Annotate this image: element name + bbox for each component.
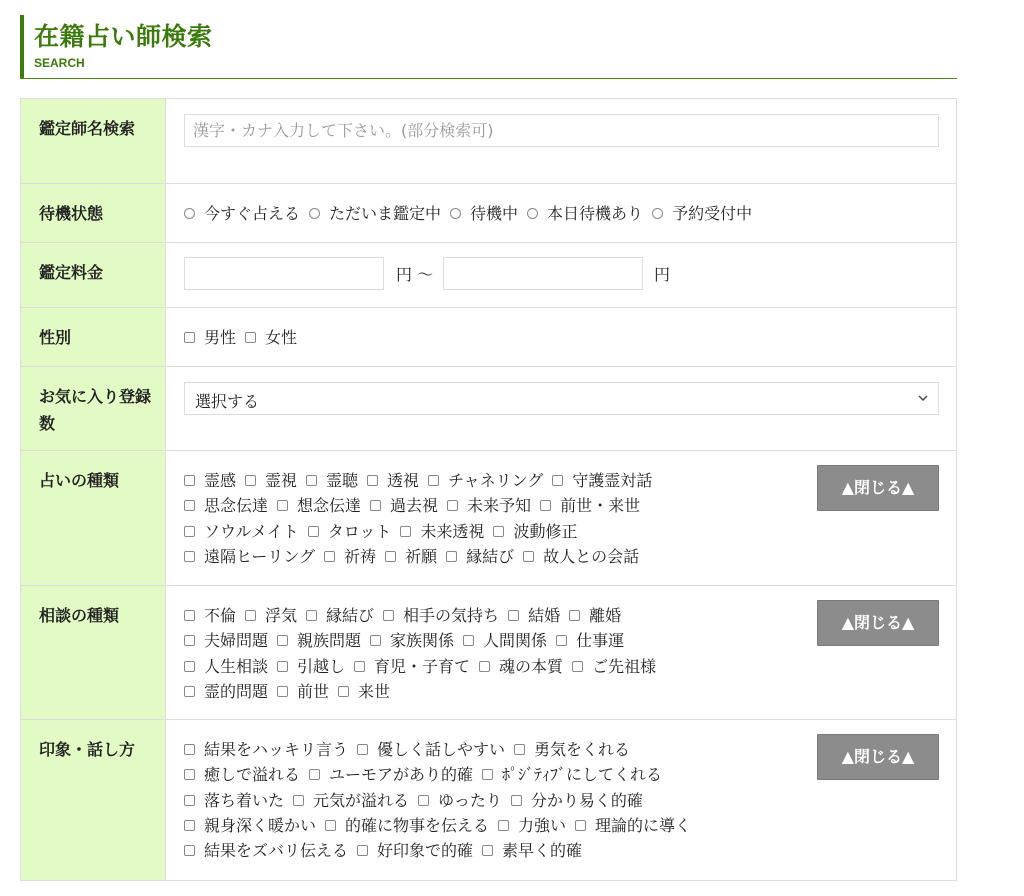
checkbox-icon[interactable] xyxy=(306,475,317,486)
fortune-type-option[interactable] xyxy=(385,544,437,569)
checkbox-icon[interactable] xyxy=(277,635,288,646)
fortune-types-close-button[interactable]: ▲閉じる▲ xyxy=(817,465,939,511)
fortune-type-option[interactable] xyxy=(184,519,299,544)
checkbox-icon[interactable] xyxy=(370,500,381,511)
option-label: 守護霊対話 xyxy=(572,471,653,490)
gender-option[interactable] xyxy=(245,325,297,350)
option-label: 来世 xyxy=(358,681,391,701)
option-label: 親身深く暖かい xyxy=(204,815,317,835)
impression-line xyxy=(184,813,700,838)
favorites-select[interactable] xyxy=(184,382,939,415)
label-favorites: お気に入り登録数 xyxy=(21,367,166,450)
option-label: 相手の気持ち xyxy=(403,606,500,625)
impression-option[interactable] xyxy=(511,788,643,813)
checkbox-icon[interactable] xyxy=(400,526,411,537)
consult-type-option[interactable] xyxy=(370,628,454,653)
checkbox-icon[interactable] xyxy=(482,769,493,780)
checkbox-icon[interactable] xyxy=(552,475,563,486)
impression-option[interactable] xyxy=(325,813,489,838)
consult-type-option[interactable] xyxy=(463,628,547,653)
fortune-type-option[interactable] xyxy=(400,519,484,544)
checkbox-icon[interactable] xyxy=(184,500,195,511)
impression-options xyxy=(184,737,700,863)
fortune-type-option[interactable] xyxy=(367,468,419,493)
checkbox-icon[interactable] xyxy=(569,610,580,621)
consult-type-option[interactable] xyxy=(354,654,470,679)
consult-type-option[interactable] xyxy=(338,679,390,704)
impression-option[interactable] xyxy=(575,813,691,838)
option-label: ユーモアがあり的確 xyxy=(329,765,474,785)
fortune-type-option[interactable] xyxy=(184,493,268,518)
checkbox-icon[interactable] xyxy=(308,526,319,537)
checkbox-icon[interactable] xyxy=(540,500,551,511)
radio-icon[interactable] xyxy=(184,208,195,219)
checkbox-icon[interactable] xyxy=(184,635,195,646)
fortune-type-option[interactable] xyxy=(370,493,438,518)
option-label: 故人との会話 xyxy=(543,546,640,566)
option-label: 霊感 xyxy=(204,471,237,490)
fee-min-input[interactable] xyxy=(184,257,384,290)
checkbox-icon[interactable] xyxy=(309,769,320,780)
checkbox-icon[interactable] xyxy=(277,661,288,672)
option-label: 未来予知 xyxy=(467,496,532,516)
option-label: 不倫 xyxy=(204,606,237,625)
search-form xyxy=(20,98,957,881)
consult-type-option[interactable] xyxy=(383,603,499,628)
checkbox-icon[interactable] xyxy=(354,661,365,672)
checkbox-icon[interactable] xyxy=(447,500,458,511)
option-label: 前世 xyxy=(297,681,330,701)
option-label: 波動修正 xyxy=(513,521,578,541)
checkbox-icon[interactable] xyxy=(556,635,567,646)
gender-option[interactable] xyxy=(184,325,236,350)
option-label: 理論的に導く xyxy=(595,815,692,835)
radio-icon[interactable] xyxy=(527,208,538,219)
option-label: 祈願 xyxy=(405,546,438,566)
checkbox-icon[interactable] xyxy=(428,475,439,486)
fortune-type-option[interactable] xyxy=(184,544,315,569)
checkbox-icon[interactable] xyxy=(277,500,288,511)
option-label: 家族関係 xyxy=(390,631,455,651)
fortune-type-option[interactable] xyxy=(308,519,392,544)
row-impression xyxy=(21,720,956,880)
consult-types-close-button[interactable]: ▲閉じる▲ xyxy=(817,600,939,646)
checkbox-icon[interactable] xyxy=(418,795,429,806)
consult-type-option[interactable] xyxy=(479,654,563,679)
option-label: 思念伝達 xyxy=(204,496,269,516)
fortune-type-options xyxy=(184,468,661,569)
consult-type-line xyxy=(184,628,665,653)
option-label: 縁結び xyxy=(326,606,375,625)
option-label: 予約受付中 xyxy=(672,204,753,223)
radio-icon[interactable] xyxy=(652,208,663,219)
checkbox-icon[interactable] xyxy=(325,820,336,831)
checkbox-icon[interactable] xyxy=(306,610,317,621)
row-fortune-types xyxy=(21,451,956,586)
impression-close-button[interactable]: ▲閉じる▲ xyxy=(817,734,939,780)
checkbox-icon[interactable] xyxy=(293,795,304,806)
consult-type-option[interactable] xyxy=(277,654,345,679)
impression-line xyxy=(184,788,700,813)
row-fee xyxy=(21,243,956,308)
checkbox-icon[interactable] xyxy=(184,795,195,806)
heading-accent-bar xyxy=(20,15,24,78)
fortune-type-line xyxy=(184,544,661,569)
checkbox-icon[interactable] xyxy=(184,475,195,486)
option-label: ただいま鑑定中 xyxy=(329,204,442,223)
option-label: 元気が溢れる xyxy=(313,790,410,810)
checkbox-icon[interactable] xyxy=(324,551,335,562)
checkbox-icon[interactable] xyxy=(277,686,288,697)
option-label: 結果をズバリ伝える xyxy=(204,841,349,861)
checkbox-icon[interactable] xyxy=(479,661,490,672)
checkbox-icon[interactable] xyxy=(245,332,256,343)
impression-option[interactable] xyxy=(184,838,348,863)
checkbox-icon[interactable] xyxy=(370,635,381,646)
fortune-type-option[interactable] xyxy=(446,544,514,569)
consult-type-option[interactable] xyxy=(306,603,374,628)
option-label: 離婚 xyxy=(589,606,622,625)
option-label: 待機中 xyxy=(470,204,519,223)
impression-option[interactable] xyxy=(498,813,566,838)
checkbox-icon[interactable] xyxy=(184,526,195,537)
checkbox-icon[interactable] xyxy=(184,686,195,697)
label-consult-types: 相談の種類 xyxy=(21,586,166,719)
consult-type-option[interactable] xyxy=(245,603,297,628)
option-label: 女性 xyxy=(265,328,298,347)
fee-unit-from: 円 〜 xyxy=(396,265,434,284)
option-label: 過去視 xyxy=(390,496,439,516)
label-status: 待機状態 xyxy=(21,184,166,242)
label-gender: 性別 xyxy=(21,308,166,366)
page-title: 在籍占い師検索 xyxy=(34,22,213,51)
checkbox-icon[interactable] xyxy=(245,475,256,486)
checkbox-icon[interactable] xyxy=(357,845,368,856)
status-option[interactable] xyxy=(309,201,441,226)
impression-option[interactable] xyxy=(418,788,502,813)
option-label: 落ち着いた xyxy=(204,790,285,810)
row-name xyxy=(21,99,956,184)
fortune-type-option[interactable] xyxy=(540,493,640,518)
option-label: 育児・子育て xyxy=(374,656,471,676)
option-label: 本日待機あり xyxy=(547,204,644,223)
checkbox-icon[interactable] xyxy=(493,526,504,537)
option-label: 祈祷 xyxy=(344,546,377,566)
consult-type-option[interactable] xyxy=(184,628,268,653)
fortune-type-option[interactable] xyxy=(493,519,577,544)
label-impression: 印象・話し方 xyxy=(21,720,166,880)
label-fee: 鑑定料金 xyxy=(21,243,166,307)
impression-line xyxy=(184,762,700,787)
option-label: 未来透視 xyxy=(420,521,485,541)
option-label: 勇気をくれる xyxy=(534,740,631,759)
checkbox-icon[interactable] xyxy=(463,635,474,646)
impression-option[interactable] xyxy=(184,788,284,813)
checkbox-icon[interactable] xyxy=(338,686,349,697)
option-label: 霊聴 xyxy=(326,471,359,490)
page-subtitle: SEARCH xyxy=(34,56,85,70)
checkbox-icon[interactable] xyxy=(383,610,394,621)
fortune-type-line xyxy=(184,468,661,493)
checkbox-icon[interactable] xyxy=(184,744,195,755)
option-label: 結果をハッキリ言う xyxy=(204,740,349,759)
option-label: 夫婦問題 xyxy=(204,631,269,651)
fortune-type-option[interactable] xyxy=(306,468,358,493)
fortune-type-option[interactable] xyxy=(277,493,361,518)
consult-type-option[interactable] xyxy=(184,679,268,704)
consult-type-option[interactable] xyxy=(277,679,329,704)
gender-options xyxy=(184,325,306,350)
impression-option[interactable] xyxy=(514,737,630,762)
checkbox-icon[interactable] xyxy=(357,744,368,755)
consult-type-line xyxy=(184,654,665,679)
consult-type-line xyxy=(184,679,665,704)
checkbox-icon[interactable] xyxy=(184,610,195,621)
option-label: 人生相談 xyxy=(204,656,269,676)
fortune-type-option[interactable] xyxy=(552,468,652,493)
consult-type-option[interactable] xyxy=(184,654,268,679)
label-fortune-types: 占いの種類 xyxy=(21,451,166,585)
checkbox-icon[interactable] xyxy=(184,332,195,343)
checkbox-icon[interactable] xyxy=(523,551,534,562)
consult-type-option[interactable] xyxy=(508,603,560,628)
status-option[interactable] xyxy=(527,201,643,226)
option-label: 癒しで溢れる xyxy=(204,765,301,785)
fortune-type-option[interactable] xyxy=(428,468,543,493)
option-label: 今すぐ占える xyxy=(204,204,301,223)
option-label: 素早く的確 xyxy=(502,841,583,861)
option-label: チャネリング xyxy=(448,471,544,490)
checkbox-icon[interactable] xyxy=(514,744,525,755)
consult-type-option[interactable] xyxy=(556,628,624,653)
consult-type-option[interactable] xyxy=(569,603,621,628)
option-label: 人間関係 xyxy=(483,631,548,651)
option-label: 魂の本質 xyxy=(499,656,564,676)
checkbox-icon[interactable] xyxy=(508,610,519,621)
checkbox-icon[interactable] xyxy=(184,661,195,672)
checkbox-icon[interactable] xyxy=(184,820,195,831)
impression-option[interactable] xyxy=(357,737,505,762)
favorites-select-value: 選択する xyxy=(195,392,260,411)
fortune-type-option[interactable] xyxy=(324,544,376,569)
fortune-type-line xyxy=(184,519,661,544)
consult-type-option[interactable] xyxy=(184,603,236,628)
impression-option[interactable] xyxy=(184,813,316,838)
option-label: 引越し xyxy=(297,656,346,676)
checkbox-icon[interactable] xyxy=(184,551,195,562)
impression-option[interactable] xyxy=(357,838,473,863)
option-label: タロット xyxy=(327,521,392,541)
label-name: 鑑定師名検索 xyxy=(21,99,166,183)
chevron-down-icon xyxy=(916,388,930,408)
option-label: 霊視 xyxy=(265,471,298,490)
option-label: 優しく話しやすい xyxy=(377,740,506,759)
checkbox-icon[interactable] xyxy=(572,661,583,672)
radio-icon[interactable] xyxy=(309,208,320,219)
fortune-type-option[interactable] xyxy=(523,544,639,569)
option-label: 好印象で的確 xyxy=(377,841,474,861)
checkbox-icon[interactable] xyxy=(184,769,195,780)
option-label: 男性 xyxy=(204,328,237,347)
checkbox-icon[interactable] xyxy=(498,820,509,831)
impression-option[interactable] xyxy=(482,762,662,787)
checkbox-icon[interactable] xyxy=(245,610,256,621)
option-label: ゆったり xyxy=(438,790,502,810)
option-label: 霊的問題 xyxy=(204,681,269,701)
option-label: 親族問題 xyxy=(297,631,362,651)
checkbox-icon[interactable] xyxy=(575,820,586,831)
checkbox-icon[interactable] xyxy=(184,845,195,856)
option-label: 遠隔ヒーリング xyxy=(204,546,316,566)
page-heading xyxy=(20,15,957,79)
status-option[interactable] xyxy=(652,201,752,226)
status-options xyxy=(184,201,761,226)
row-consult-types xyxy=(21,586,956,720)
row-favorites xyxy=(21,367,956,451)
option-label: 透視 xyxy=(387,471,420,490)
checkbox-icon[interactable] xyxy=(446,551,457,562)
checkbox-icon[interactable] xyxy=(367,475,378,486)
option-label: ご先祖様 xyxy=(592,656,657,676)
consult-type-line xyxy=(184,603,665,628)
checkbox-icon[interactable] xyxy=(385,551,396,562)
impression-option[interactable] xyxy=(482,838,582,863)
radio-icon[interactable] xyxy=(450,208,461,219)
option-label: 結婚 xyxy=(528,606,561,625)
fortune-type-option[interactable] xyxy=(245,468,297,493)
impression-option[interactable] xyxy=(309,762,473,787)
impression-option[interactable] xyxy=(184,737,348,762)
fortune-type-option[interactable] xyxy=(184,468,236,493)
option-label: 的確に物事を伝える xyxy=(345,815,490,835)
option-label: ソウルメイト xyxy=(204,521,299,541)
status-option[interactable] xyxy=(184,201,300,226)
fortune-type-line xyxy=(184,493,661,518)
impression-option[interactable] xyxy=(293,788,409,813)
option-label: 前世・来世 xyxy=(560,496,641,516)
checkbox-icon[interactable] xyxy=(482,845,493,856)
impression-line xyxy=(184,737,700,762)
impression-line xyxy=(184,838,700,863)
checkbox-icon[interactable] xyxy=(511,795,522,806)
fee-max-input[interactable] xyxy=(443,257,643,290)
option-label: 想念伝達 xyxy=(297,496,362,516)
option-label: 仕事運 xyxy=(576,631,625,651)
row-gender xyxy=(21,308,956,367)
fortune-type-option[interactable] xyxy=(447,493,531,518)
fee-unit-to: 円 xyxy=(654,265,671,284)
option-label: 縁結び xyxy=(466,546,515,566)
consult-type-option[interactable] xyxy=(277,628,361,653)
impression-option[interactable] xyxy=(184,762,300,787)
row-status xyxy=(21,184,956,243)
option-label: 力強い xyxy=(518,815,567,835)
consult-type-options xyxy=(184,603,665,704)
option-label: ﾎﾟｼﾞﾃｨﾌﾞにしてくれる xyxy=(502,765,663,785)
status-option[interactable] xyxy=(450,201,518,226)
option-label: 分かり易く的確 xyxy=(530,790,643,810)
consult-type-option[interactable] xyxy=(572,654,656,679)
option-label: 浮気 xyxy=(265,606,298,625)
name-search-input[interactable] xyxy=(184,114,939,147)
